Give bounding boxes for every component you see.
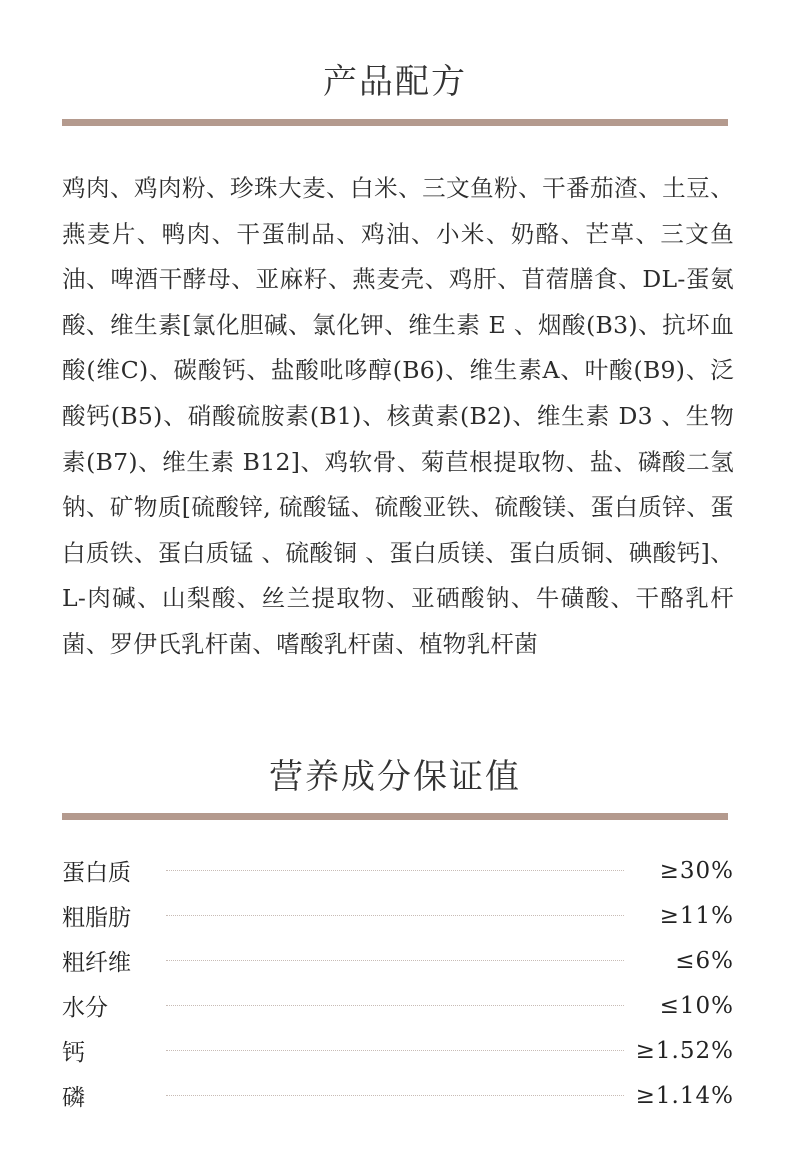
nutrition-table	[62, 848, 734, 1118]
nutrition-row-protein	[62, 848, 734, 893]
nutrition-row-crude-fat	[62, 893, 734, 938]
dotted-leader	[166, 1005, 624, 1006]
nutrition-row-moisture	[62, 983, 734, 1028]
nutrition-value: ≤10%	[656, 993, 734, 1019]
nutrition-row-crude-fiber	[62, 938, 734, 983]
nutrition-value: ≥1.52%	[632, 1038, 734, 1064]
nutrition-label: 水分	[62, 995, 108, 1021]
ingredients-title-divider	[62, 119, 728, 126]
nutrition-label: 钙	[62, 1040, 85, 1066]
nutrition-value: ≤6%	[671, 948, 734, 974]
dotted-leader	[166, 1050, 624, 1051]
nutrition-value: ≥30%	[656, 858, 734, 884]
nutrition-label: 蛋白质	[62, 860, 131, 886]
nutrition-title-divider	[62, 813, 728, 820]
dotted-leader	[166, 1095, 624, 1096]
ingredients-title: 产品配方	[323, 62, 467, 102]
nutrition-title: 营养成分保证值	[269, 757, 521, 797]
ingredients-text: 鸡肉、鸡肉粉、珍珠大麦、白米、三文鱼粉、干番茄渣、土豆、燕麦片、鸭肉、干蛋制品、鸡油、小米、奶酪、芒草、三文鱼油、啤酒干酵母、亚麻籽、燕麦壳、鸡肝、苜蓿膳食、DL-蛋氨酸、维生素[氯化胆碱、氯化钾、维生素 E 、烟酸(B3)、抗坏血酸(维C)、碳酸钙、盐酸吡哆醇(B6)、维生素A、叶酸(B9)、泛酸钙(B5)、硝酸硫胺素(B1)、核黄素(B2)、维生素 D3 、生物素(B7)、维生素 B12]、鸡软骨、菊苣根提取物、盐、磷酸二氢钠、矿物质[硫酸锌, 硫酸锰、硫酸亚铁、硫酸镁、蛋白质锌、蛋白质铁、蛋白质锰 、硫酸铜 、蛋白质镁、蛋白质铜、碘酸钙]、L-肉碱、山梨酸、丝兰提取物、亚硒酸钠、牛磺酸、干酪乳杆菌、罗伊氏乳杆菌、嗜酸乳杆菌、植物乳杆菌	[62, 174, 734, 658]
nutrition-label: 粗脂肪	[62, 905, 131, 931]
nutrition-value: ≥1.14%	[632, 1083, 734, 1109]
dotted-leader	[166, 915, 624, 916]
nutrition-row-calcium	[62, 1028, 734, 1073]
dotted-leader	[166, 870, 624, 871]
nutrition-label: 磷	[62, 1085, 85, 1111]
nutrition-row-phosphorus	[62, 1073, 734, 1118]
nutrition-label: 粗纤维	[62, 950, 131, 976]
dotted-leader	[166, 960, 624, 961]
nutrition-value: ≥11%	[656, 903, 734, 929]
